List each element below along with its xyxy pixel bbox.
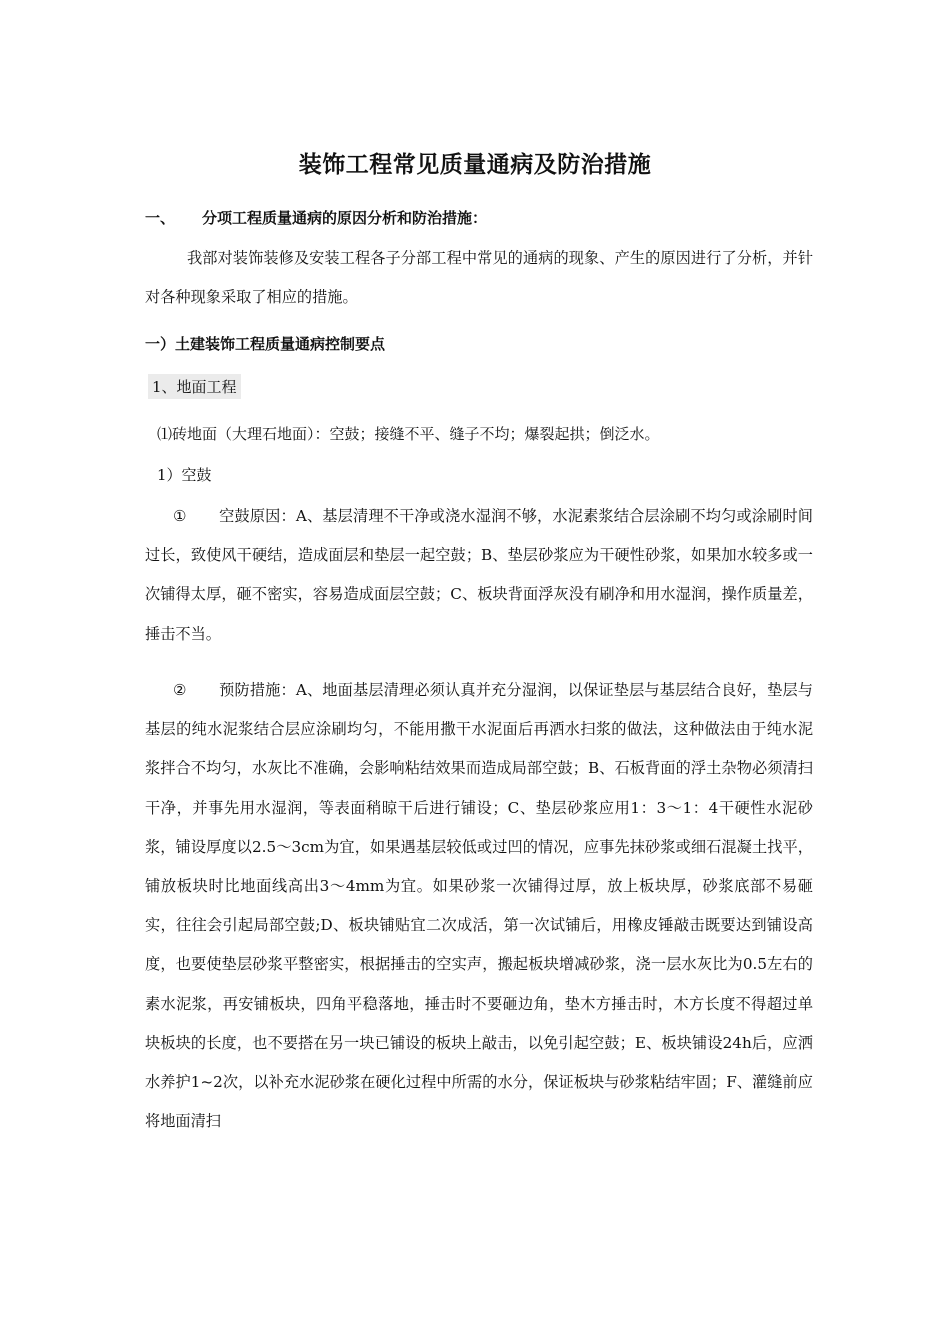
item-heading: 1、地面工程 — [148, 374, 241, 399]
section-heading — [145, 207, 487, 228]
cause-text: 空鼓原因：A、基层清理不干净或浇水湿润不够，水泥素浆结合层涂刷不均匀或涂刷时间过长，致使风干硬结，造成面层和垫层一起空鼓；B、垫层砂浆应为干硬性砂浆，如果加水较多或一次铺得太厚，砸不密实，容易造成面层空鼓；C、板块背面浮灰没有刷净和用水湿润，操作质量差，捶击不当。 — [145, 507, 813, 643]
intro-paragraph: 我部对装饰装修及安装工程各子分部工程中常见的通病的现象、产生的原因进行了分析，并针对各种现象采取了相应的措施。 — [145, 249, 813, 307]
cause-paragraph — [145, 497, 813, 654]
document-title: 装饰工程常见质量通病及防治措施 — [298, 152, 652, 178]
prevention-marker: ② — [173, 681, 187, 699]
cause-marker: ① — [173, 507, 187, 525]
hollow-heading: 1）空鼓 — [157, 466, 212, 484]
prevention-text: 预防措施：A、地面基层清理必须认真并充分湿润，以保证垫层与基层结合良好，垫层与基层的纯水泥浆结合层应涂刷均匀，不能用撒干水泥面后再洒水扫浆的做法，这种做法由于纯水泥浆拌合不均匀，水灰比不准确，会影响粘结效果而造成局部空鼓；B、石板背面的浮土杂物必须清扫干净，并事先用水湿润，等表面稍晾干后进行铺设；C、垫层砂浆应用1：3～1：4干硬性水泥砂浆，铺设厚度以2.5～3cm为宜，如果遇基层较低或过凹的情况，应事先抹砂浆或细石混凝土找平，铺放板块时比地面线高出3～4mm为宜。如果砂浆一次铺得过厚，放上板块厚，砂浆底部不易砸实，往往会引起局部空鼓;D、板块铺贴宜二次成活，第一次试铺后，用橡皮锤敲击既要达到铺设高度，也要使垫层砂浆平整密实，根据捶击的空实声，搬起板块增减砂浆，浇一层水灰比为0.5左右的素水泥浆，再安铺板块，四角平稳落地，捶击时不要砸边角，垫木方捶击时，木方长度不得超过单块板块的长度，也不要搭在另一块已铺设的板块上敲击，以免引起空鼓；E、板块铺设24h后，应洒水养护1~2次，以补充水泥砂浆在硬化过程中所需的水分，保证板块与砂浆粘结牢固；F、灌缝前应将地面清扫 — [145, 681, 813, 1131]
subsection-heading: 一）土建装饰工程质量通病控制要点 — [145, 335, 386, 353]
section-heading-text: 分项工程质量通病的原因分析和防治措施： — [202, 209, 488, 227]
prevention-paragraph — [145, 671, 813, 1141]
brick-floor-line: ⑴砖地面（大理石地面）：空鼓；接缝不平、缝子不均；爆裂起拱；倒泛水。 — [157, 425, 660, 443]
section-number: 一、 — [145, 209, 176, 227]
